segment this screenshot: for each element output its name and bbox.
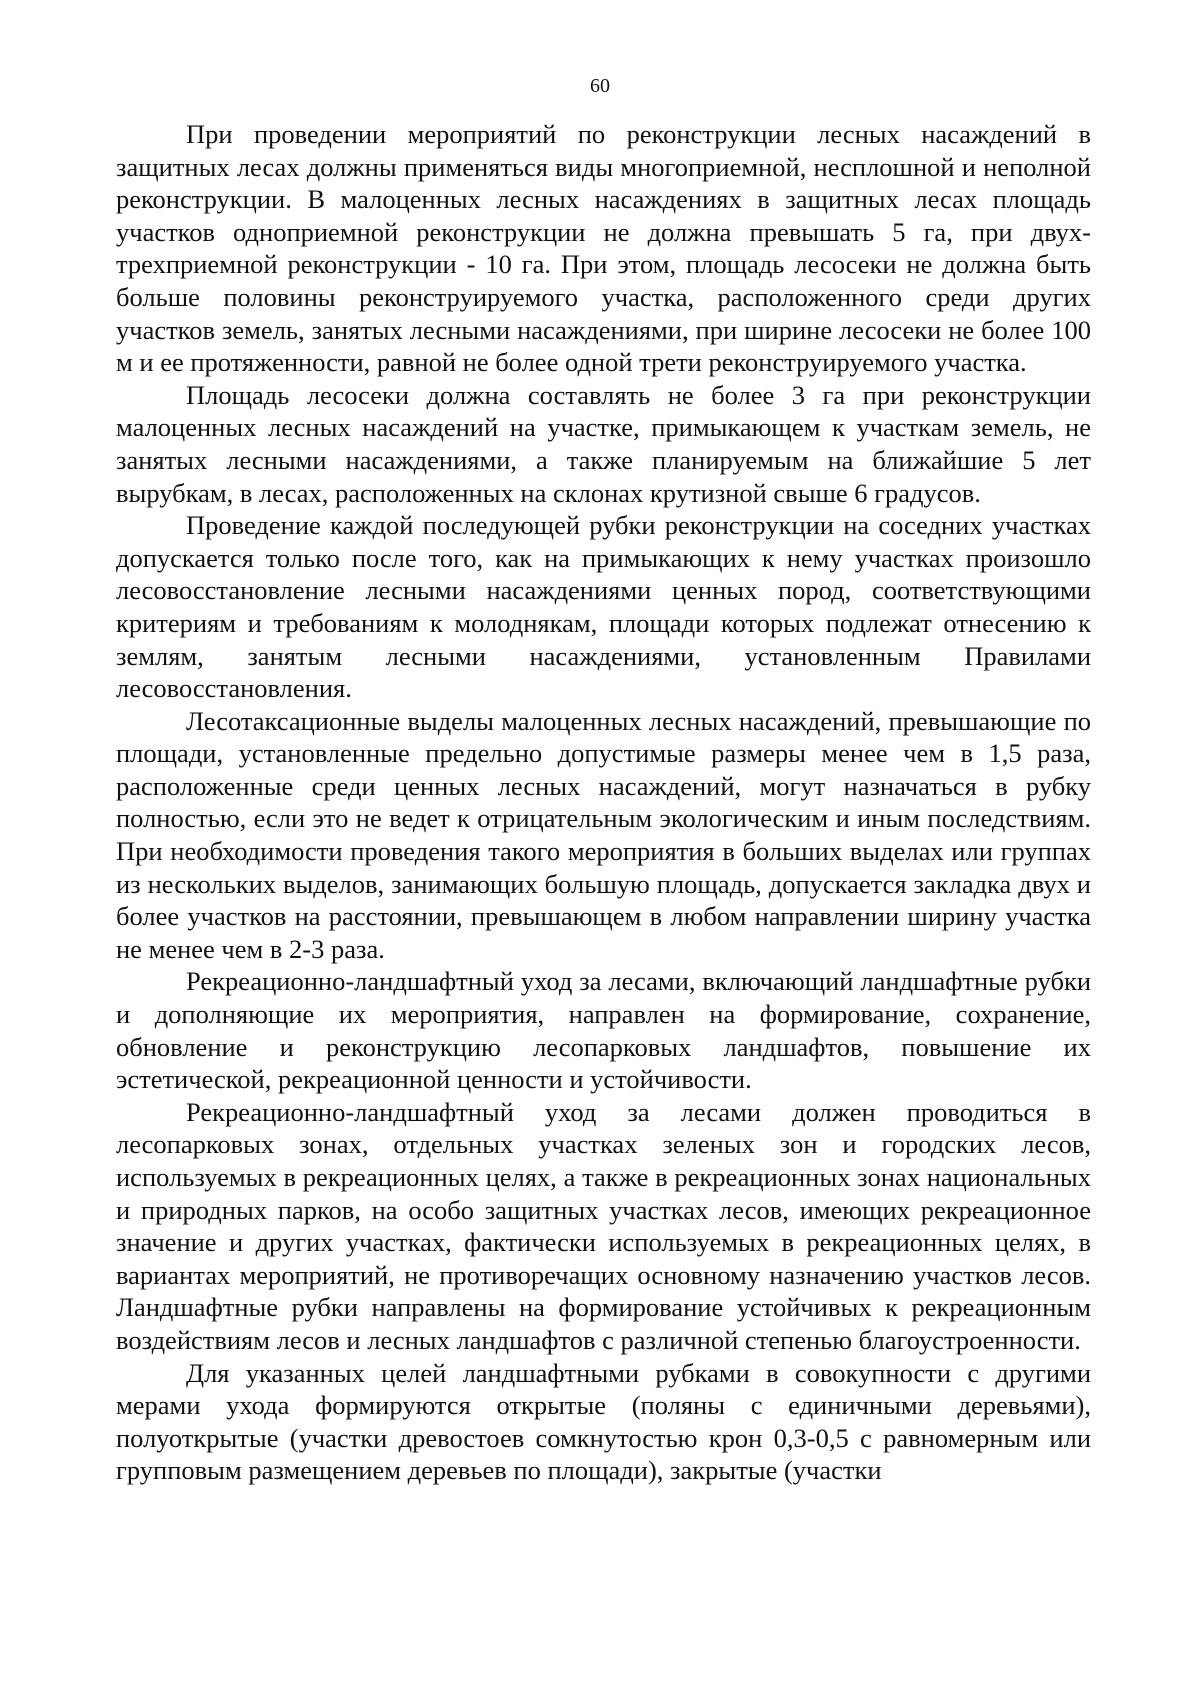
- paragraph-7: Для указанных целей ландшафтными рубками в совокупности с другими мерами ухода формируются открытые (поляны с единичными деревьями), полуоткрытые (участки древостоев сомкнутостью крон 0,3-0,5 с равномерным или групповым размещением деревьев по площади), закрытые (участки: [116, 1357, 1091, 1486]
- body-text: [116, 118, 1091, 1487]
- paragraph-5: Рекреационно-ландшафтный уход за лесами, включающий ландшафтные рубки и дополняющие их мероприятия, направлен на формирование, сохранение, обновление и реконструкцию лесопарковых ландшафтов, повышение их эстетической, рекреационной ценности и устойчивости.: [116, 966, 1091, 1095]
- paragraph-6: Рекреационно-ландшафтный уход за лесами должен проводиться в лесопарковых зонах, отдельных участках зеленых зон и городских лесов, используемых в рекреационных целях, а также в рекреационных зонах национальных и природных парков, на особо защитных участках лесов, имеющих рекреационное значение и других участках, фактически используемых в рекреационных целях, в вариантах мероприятий, не противоречащих основному назначению участков лесов. Ландшафтные рубки направлены на формирование устойчивых к рекреационным воздействиям лесов и лесных ландшафтов с различной степенью благоустроенности.: [116, 1096, 1091, 1355]
- paragraph-2: Площадь лесосеки должна составлять не более 3 га при реконструкции малоценных лесных насаждений на участке, примыкающем к участкам земель, не занятых лесными насаждениями, а также планируемым на ближайшие 5 лет вырубкам, в лесах, расположенных на склонах крутизной свыше 6 градусов.: [116, 379, 1091, 508]
- paragraph-1: При проведении мероприятий по реконструкции лесных насаждений в защитных лесах должны применяться виды многоприемной, несплошной и неполной реконструкции. В малоценных лесных насаждениях в защитных лесах площадь участков одноприемной реконструкции не должна превышать 5 га, при двух-трехприемной реконструкции - 10 га. При этом, площадь лесосеки не должна быть больше половины реконструируемого участка, расположенного среди других участков земель, занятых лесными насаждениями, при ширине лесосеки не более 100 м и ее протяженности, равной не более одной трети реконструируемого участка.: [116, 119, 1091, 378]
- paragraph-3: Проведение каждой последующей рубки реконструкции на соседних участках допускается только после того, как на примыкающих к нему участках произошло лесовосстановление лесными насаждениями ценных пород, соответствующими критериям и требованиям к молоднякам, площади которых подлежат отнесению к землям, занятым лесными насаждениями, установленным Правилами лесовосстановления.: [116, 510, 1091, 704]
- page-number: 60: [590, 75, 610, 97]
- paragraph-4: Лесотаксационные выделы малоценных лесных насаждений, превышающие по площади, установленные предельно допустимые размеры менее чем в 1,5 раза, расположенные среди ценных лесных насаждений, могут назначаться в рубку полностью, если это не ведет к отрицательным экологическим и иным последствиям. При необходимости проведения такого мероприятия в больших выделах или группах из нескольких выделов, занимающих большую площадь, допускается закладка двух и более участков на расстоянии, превышающем в любом направлении ширину участка не менее чем в 2-3 раза.: [116, 705, 1091, 964]
